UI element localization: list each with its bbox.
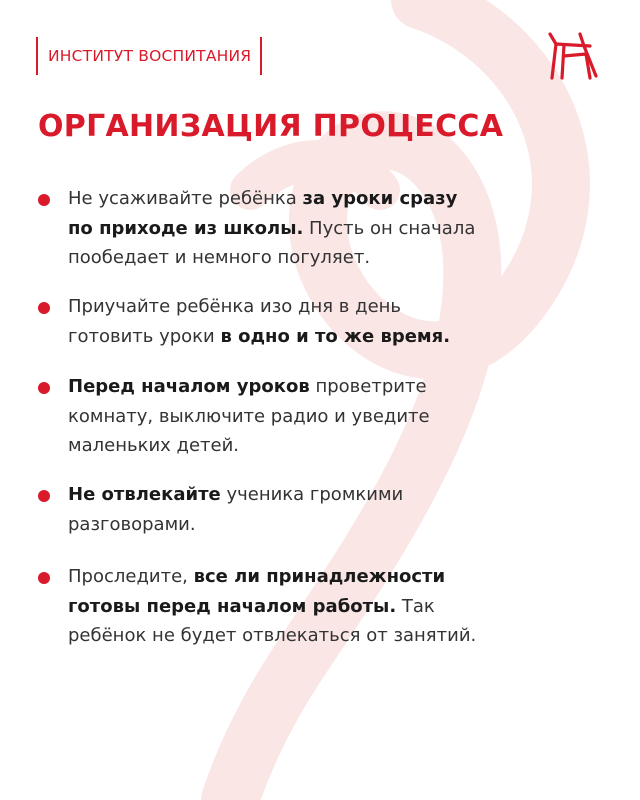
tip-text xyxy=(68,292,598,351)
tip-segment: ребёнок не будет отвлекаться от занятий. xyxy=(68,625,477,646)
tip-item xyxy=(38,562,598,651)
tip-emphasis: Не отвлекайте xyxy=(68,484,221,505)
tip-text xyxy=(68,372,598,461)
tip-segment: Не усаживайте ребёнка xyxy=(68,188,303,209)
tip-emphasis: готовы перед началом работы. xyxy=(68,595,397,617)
brand-label: ИНСТИТУТ ВОСПИТАНИЯ xyxy=(36,37,262,75)
tip-emphasis: Перед началом уроков xyxy=(68,376,310,397)
tip-item xyxy=(38,372,598,461)
tip-item xyxy=(38,292,598,351)
tip-emphasis: за уроки сразу xyxy=(302,188,458,209)
tip-segment: проветрите xyxy=(309,376,427,397)
tip-segment: готовить уроки xyxy=(68,325,221,347)
tip-segment: Пусть он сначала xyxy=(303,217,476,239)
tip-item xyxy=(38,184,598,273)
bullet-dot-icon xyxy=(38,382,50,394)
tip-segment: разговорами. xyxy=(68,513,196,535)
tip-segment: комнату, выключите радио и уведите xyxy=(68,405,430,427)
tip-segment: ученика громкими xyxy=(220,484,404,505)
bullet-dot-icon xyxy=(38,490,50,502)
tip-text xyxy=(68,184,598,273)
tip-text xyxy=(68,562,598,651)
tip-emphasis: в одно и то же время. xyxy=(220,325,451,347)
bullet-dot-icon xyxy=(38,302,50,314)
page-title: ОРГАНИЗАЦИЯ ПРОЦЕССА xyxy=(38,109,504,144)
tip-segment: маленьких детей. xyxy=(68,435,240,456)
tip-segment: Так xyxy=(396,595,435,617)
bullet-dot-icon xyxy=(38,572,50,584)
tip-item xyxy=(38,480,598,539)
tip-segment: пообедает и немного погуляет. xyxy=(68,247,371,268)
bullet-dot-icon xyxy=(38,194,50,206)
tip-segment: Приучайте ребёнка изо дня в день xyxy=(68,296,402,317)
tip-emphasis: все ли принадлежности xyxy=(193,566,446,587)
tip-emphasis: по приходе из школы. xyxy=(68,217,304,239)
tip-text xyxy=(68,480,598,539)
tip-segment: Проследите, xyxy=(68,566,194,587)
